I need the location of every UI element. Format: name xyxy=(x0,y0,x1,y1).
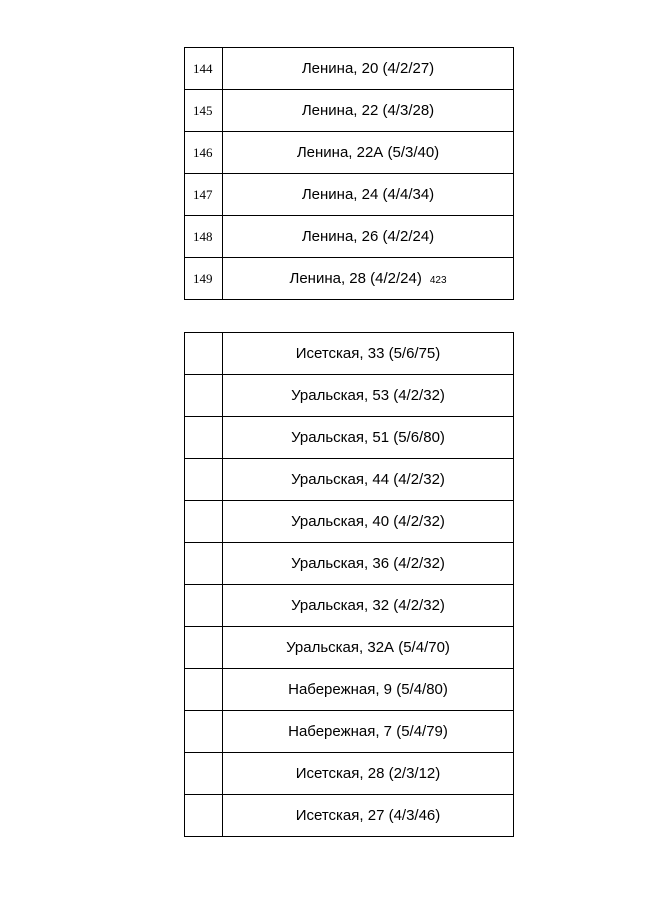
table-row xyxy=(185,48,514,90)
address-text: Ленина, 24 (4/4/34) xyxy=(301,186,435,203)
address-table-2 xyxy=(184,332,514,837)
address-cell xyxy=(223,585,514,627)
address-text: Уральская, 32А (5/4/70) xyxy=(286,639,450,656)
address-cell xyxy=(223,216,514,258)
address-cell xyxy=(223,258,514,300)
table-row xyxy=(185,132,514,174)
row-number xyxy=(185,753,223,795)
table-body xyxy=(185,333,514,837)
row-number: 146 xyxy=(185,132,223,174)
table-row xyxy=(185,669,514,711)
address-text: Ленина, 26 (4/2/24) xyxy=(301,228,435,245)
table-row xyxy=(185,90,514,132)
row-number xyxy=(185,333,223,375)
table-row xyxy=(185,216,514,258)
row-number xyxy=(185,795,223,837)
address-text: Ленина, 22 (4/3/28) xyxy=(301,102,435,119)
address-text: Исетская, 33 (5/6/75) xyxy=(295,345,441,362)
row-number: 148 xyxy=(185,216,223,258)
address-cell xyxy=(223,132,514,174)
row-number xyxy=(185,501,223,543)
address-cell xyxy=(223,375,514,417)
address-cell xyxy=(223,174,514,216)
row-number: 147 xyxy=(185,174,223,216)
table-row xyxy=(185,501,514,543)
table-body xyxy=(185,48,514,300)
row-number xyxy=(185,543,223,585)
address-cell xyxy=(223,669,514,711)
row-number xyxy=(185,669,223,711)
address-cell xyxy=(223,333,514,375)
table-row xyxy=(185,459,514,501)
address-text: Уральская, 44 (4/2/32) xyxy=(291,471,445,488)
address-cell xyxy=(223,543,514,585)
address-text: Ленина, 28 (4/2/24) xyxy=(289,270,422,287)
table-row xyxy=(185,258,514,300)
row-number: 149 xyxy=(185,258,223,300)
address-cell xyxy=(223,753,514,795)
address-table-1 xyxy=(184,47,514,300)
table-row xyxy=(185,711,514,753)
address-text: Исетская, 28 (2/3/12) xyxy=(295,765,441,782)
row-number xyxy=(185,585,223,627)
address-cell xyxy=(223,501,514,543)
address-cell xyxy=(223,48,514,90)
row-number xyxy=(185,375,223,417)
address-text: Набережная, 7 (5/4/79) xyxy=(288,723,448,740)
table-row xyxy=(185,174,514,216)
address-cell xyxy=(223,459,514,501)
page-note: 423 xyxy=(429,275,447,286)
address-cell xyxy=(223,711,514,753)
table-row xyxy=(185,543,514,585)
table-row xyxy=(185,585,514,627)
row-number: 145 xyxy=(185,90,223,132)
address-text: Ленина, 20 (4/2/27) xyxy=(301,60,435,77)
address-text: Исетская, 27 (4/3/46) xyxy=(295,807,441,824)
address-text: Уральская, 40 (4/2/32) xyxy=(291,513,445,530)
address-text: Ленина, 22А (5/3/40) xyxy=(296,144,440,161)
address-text: Уральская, 32 (4/2/32) xyxy=(291,597,445,614)
table-row xyxy=(185,753,514,795)
table-row xyxy=(185,375,514,417)
row-number: 144 xyxy=(185,48,223,90)
address-text: Уральская, 53 (4/2/32) xyxy=(291,387,445,404)
address-cell xyxy=(223,795,514,837)
row-number xyxy=(185,417,223,459)
address-text: Уральская, 51 (5/6/80) xyxy=(291,429,445,446)
table-row xyxy=(185,333,514,375)
table-row xyxy=(185,417,514,459)
address-text: Уральская, 36 (4/2/32) xyxy=(291,555,445,572)
address-cell xyxy=(223,417,514,459)
table-row xyxy=(185,627,514,669)
row-number xyxy=(185,627,223,669)
address-cell xyxy=(223,627,514,669)
address-cell xyxy=(223,90,514,132)
table-row xyxy=(185,795,514,837)
row-number xyxy=(185,711,223,753)
address-text: Набережная, 9 (5/4/80) xyxy=(288,681,448,698)
row-number xyxy=(185,459,223,501)
